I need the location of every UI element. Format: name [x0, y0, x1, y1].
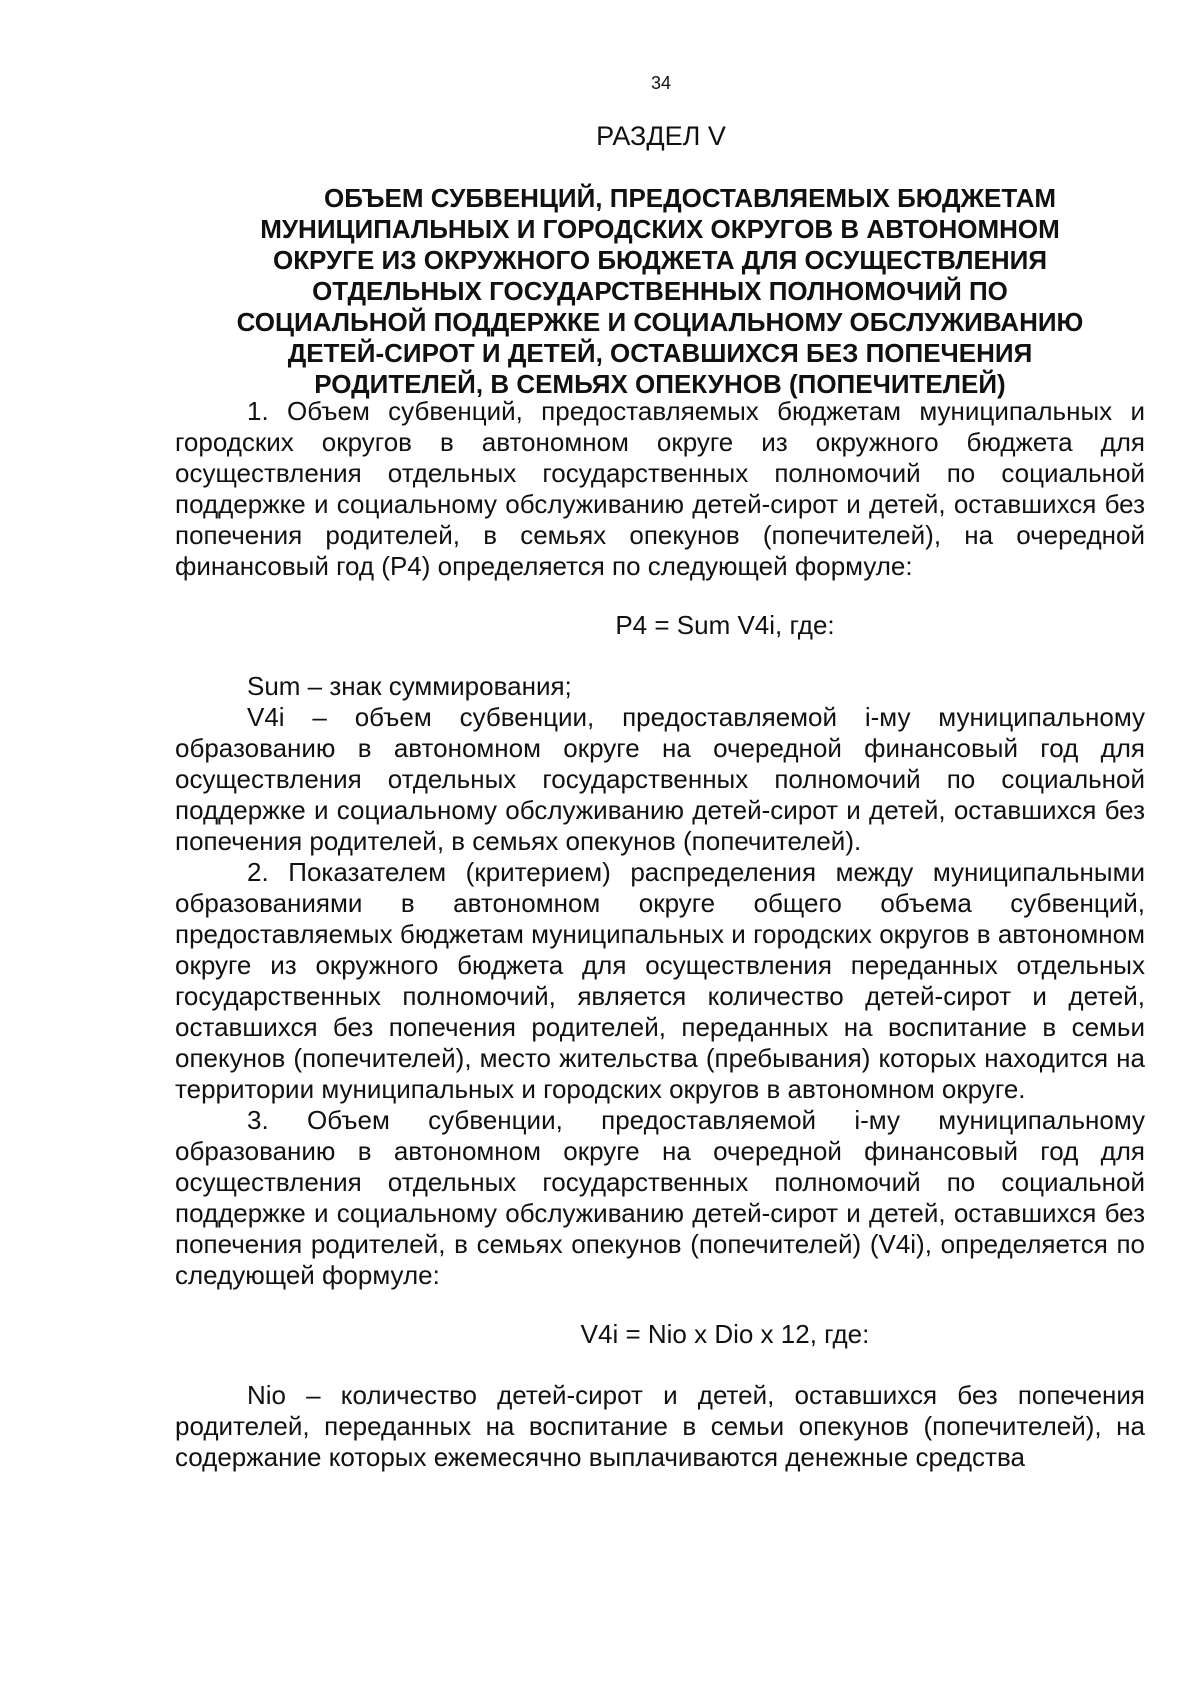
paragraph-3: 3. Объем субвенции, предоставляемой i-му муниципальному образованию в автономном округе на очередной финансовый год для осуществления отдельных государственных полномочий по социальной поддержке и социальному обслуживанию детей-сирот и детей, оставшихся без попечения родителей, в семьях опекунов (попечителей) (V4i), определяется по следующей формуле: [175, 1105, 1145, 1290]
document-body [175, 396, 1145, 1473]
title-line: РОДИТЕЛЕЙ, В СЕМЬЯХ ОПЕКУНОВ (ПОПЕЧИТЕЛЕЙ) [314, 369, 1006, 399]
title-line: ОБЪЕМ СУБВЕНЦИЙ, ПРЕДОСТАВЛЯЕМЫХ БЮДЖЕТАМ [324, 183, 1056, 213]
title-line: МУНИЦИПАЛЬНЫХ И ГОРОДСКИХ ОКРУГОВ В АВТОНОМНОМ [260, 214, 1060, 244]
formula-p4: Р4 = Sum V4i, где: [615, 610, 835, 640]
paragraph-2: 2. Показателем (критерием) распределения между муниципальными образованиями в автономном округе общего объема субвенций, предоставляемых бюджетам муниципальных и городских округов в автономном округе из окружного бюджета для осуществления переданных отдельных государственных полномочий, является количество детей-сирот и детей, оставшихся без попечения родителей, переданных на воспитание в семьи опекунов (попечителей), место жительства (пребывания) которых находится на территории муниципальных и городских округов в автономном округе. [175, 857, 1145, 1104]
title-line: ОТДЕЛЬНЫХ ГОСУДАРСТВЕННЫХ ПОЛНОМОЧИЙ ПО [312, 276, 1008, 306]
definition-v4i: V4i – объем субвенции, предоставляемой i-му муниципальному образованию в автономном округе на очередной финансовый год для осуществления отдельных государственных полномочий по социальной поддержке и социальному обслуживанию детей-сирот и детей, оставшихся без попечения родителей, в семьях опекунов (попечителей). [175, 702, 1145, 856]
definition-nio: Nio – количество детей-сирот и детей, оставшихся без попечения родителей, переданных на воспитание в семьи опекунов (попечителей), на содержание которых ежемесячно выплачиваются денежные средства [175, 1380, 1145, 1472]
formula-v4i: V4i = Nio х Dio х 12, где: [580, 1319, 870, 1349]
title-line: ОКРУГЕ ИЗ ОКРУЖНОГО БЮДЖЕТА ДЛЯ ОСУЩЕСТВЛЕНИЯ [272, 245, 1048, 275]
document-title [175, 183, 1145, 400]
paragraph-1: 1. Объем субвенций, предоставляемых бюджетам муниципальных и городских округов в автономном округе из окружного бюджета для осуществления отдельных государственных полномочий по социальной поддержке и социальному обслуживанию детей-сирот и детей, оставшихся без попечения родителей, в семьях опекунов (попечителей), на очередной финансовый год (Р4) определяется по следующей формуле: [175, 396, 1145, 581]
section-heading: РАЗДЕЛ V [596, 121, 726, 151]
title-line: СОЦИАЛЬНОЙ ПОДДЕРЖКЕ И СОЦИАЛЬНОМУ ОБСЛУЖИВАНИЮ [236, 307, 1084, 337]
definition-sum: Sum – знак суммирования; [247, 671, 572, 701]
title-line: ДЕТЕЙ-СИРОТ И ДЕТЕЙ, ОСТАВШИХСЯ БЕЗ ПОПЕЧЕНИЯ [287, 338, 1033, 368]
page-number: 34 [650, 73, 672, 93]
